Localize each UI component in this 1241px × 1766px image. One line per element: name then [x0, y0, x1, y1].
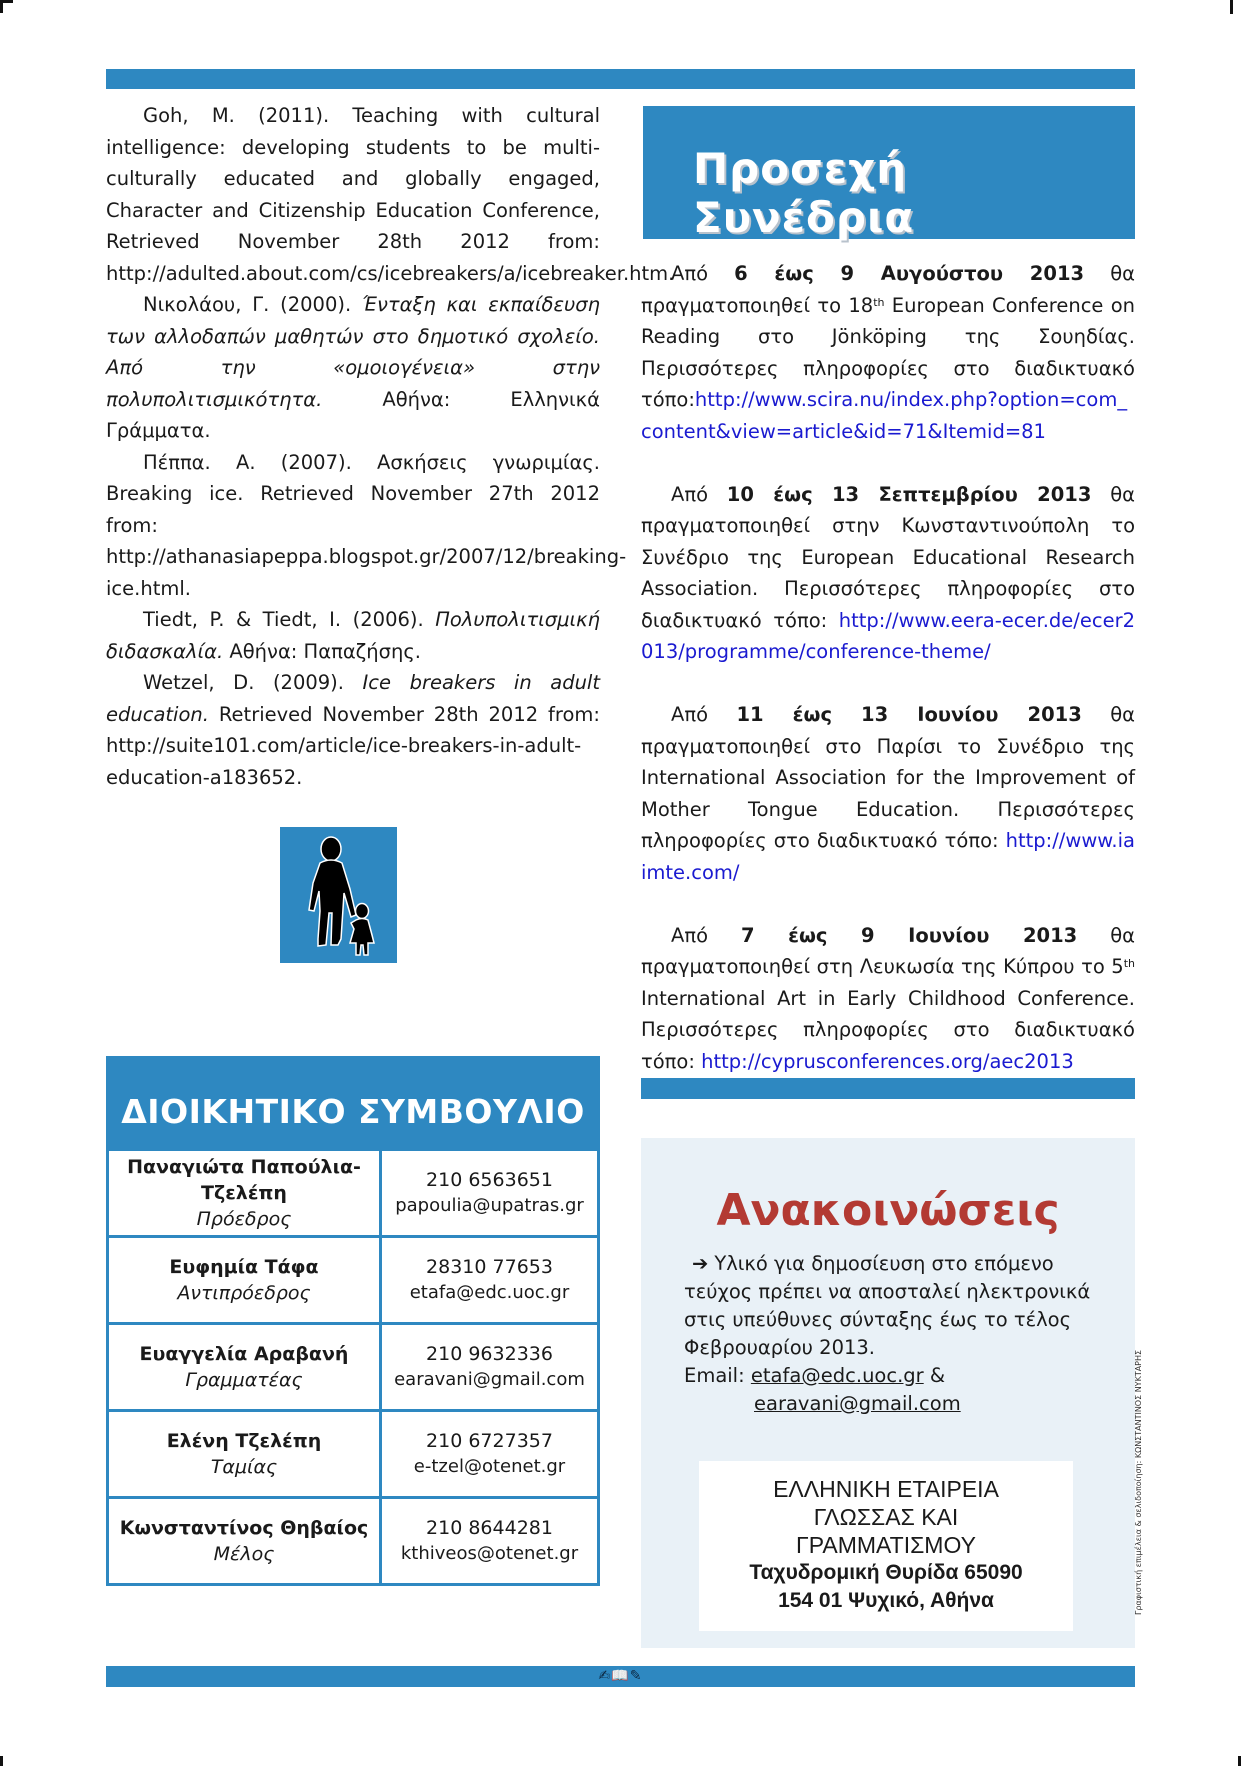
org-name-line: ΓΡΑΜΜΑΤΙΣΜΟΥ	[796, 1532, 976, 1558]
design-credit	[1130, 1349, 1152, 1620]
organization-name	[699, 1475, 1073, 1559]
reference-title: Ice breakers in adult education.	[106, 671, 601, 726]
conference-prefix: Από	[671, 482, 727, 506]
email-link-etafa[interactable]: etafa@edc.uoc.gr	[750, 1364, 924, 1387]
conference-prefix: Από	[671, 703, 737, 726]
design-credit-text: Γραφιστική επιμέλεια & σελιδοποίηση: ΚΩΝΣΤΑΝΤΙΝΟΣ ΝΥΚΤΑΡΗΣ	[1134, 1349, 1143, 1615]
conference-dates: 7 έως 9 Ιουνίου 2013	[740, 923, 1078, 947]
references-list	[106, 100, 675, 793]
crop-mark-bottom-left	[0, 1756, 3, 1766]
conference-text: International Art in Early Childhood Conference. Περισσότερες πληροφορίες στο διαδικτυακό τόπο:	[641, 986, 1135, 1073]
member-role: Αντιπρόεδρος	[177, 1281, 311, 1304]
announcements-title: Ανακοινώσεις	[716, 1185, 1060, 1236]
crop-mark-top-left	[0, 0, 13, 13]
conference-dates: 11 έως 13 Ιουνίου 2013	[736, 703, 1082, 726]
org-name-line: ΓΛΩΣΣΑΣ ΚΑΙ	[813, 1504, 959, 1530]
table-row	[108, 1150, 599, 1237]
reference-text: Wetzel, D. (2009).	[143, 671, 363, 694]
conference-item	[641, 920, 1135, 1078]
member-contact-cell	[381, 1498, 599, 1585]
glasses-book-pen-icon: ✍📖✎	[598, 1668, 643, 1684]
org-name-line: ΕΛΛΗΝΙΚΗ ΕΤΑΙΡΕΙΑ	[773, 1476, 999, 1502]
board-table	[106, 1148, 600, 1586]
conference-link[interactable]: http://www.eera-ecer.de/ecer2013/programme/conference-theme/	[641, 608, 1135, 663]
conference-text: θα πραγματοποιηθεί στη Λευκωσία της Κύπρου το 5	[641, 923, 1135, 978]
crop-mark-top-right	[1230, 0, 1233, 14]
member-email[interactable]: earavani@gmail.com	[394, 1369, 585, 1390]
reference-publisher: Αθήνα: Ελληνικά Γράμματα.	[106, 387, 600, 442]
conference-dates: 6 έως 9 Αυγούστου 2013	[734, 262, 1085, 285]
conferences-list	[641, 258, 1135, 1109]
reference-item	[106, 604, 600, 667]
conference-prefix: Από	[671, 923, 741, 947]
reference-item	[106, 289, 600, 447]
top-divider-bar	[106, 69, 1135, 89]
member-contact-cell	[381, 1411, 599, 1498]
member-contact-cell	[381, 1150, 599, 1237]
member-phone: 210 6727357	[426, 1430, 553, 1452]
member-name-cell	[108, 1324, 381, 1411]
member-phone: 210 9632336	[426, 1343, 553, 1365]
reference-item	[106, 100, 675, 289]
conference-text: θα πραγματοποιηθεί το 18	[641, 262, 1136, 317]
conference-item	[641, 258, 1135, 447]
reference-title: Ένταξη και εκπαίδευση των αλλοδαπών μαθητών στο δημοτικό σχολείο. Από την «ομοιογένεια» στην πολυπολιτισμικότητα.	[106, 293, 600, 411]
member-contact-cell	[381, 1324, 599, 1411]
member-role: Ταμίας	[210, 1455, 278, 1478]
member-contact-cell	[381, 1237, 599, 1324]
member-name-cell	[108, 1150, 381, 1237]
footer-bar	[106, 1666, 1135, 1687]
conference-dates: 10 έως 13 Σεπτεμβρίου 2013	[726, 482, 1092, 506]
reference-text: Πέππα. Α. (2007). Ασκήσεις γνωριμίας. Breaking ice. Retrieved November 27th 2012 from: http://athanasiapeppa.blogspot.gr/2007/12/breaking-ice.html.	[106, 450, 627, 600]
member-name-cell	[108, 1498, 381, 1585]
member-name: Ευαγγελία Αραβανή	[139, 1342, 349, 1365]
reference-text: Goh, M. (2011). Teaching with cultural intelligence: developing students to be multi-culturally educated and globally engaged, Character and Citizenship Education Conference, Retrieved November 28th 2012 from: http://adulted.about.com/cs/icebreakers/a/icebreaker.htm.	[106, 104, 675, 285]
table-row	[108, 1498, 599, 1585]
table-row	[108, 1324, 599, 1411]
member-phone: 28310 77653	[426, 1256, 553, 1278]
email-link-earavani[interactable]: earavani@gmail.com	[754, 1392, 961, 1415]
arrow-right-icon: ➔	[692, 1252, 709, 1275]
table-row	[108, 1411, 599, 1498]
reference-item	[106, 447, 627, 605]
member-name: Κωνσταντίνος Θηβαίος	[119, 1516, 369, 1539]
organization-address-box	[699, 1461, 1073, 1631]
reference-text: Tiedt, P. & Tiedt, I. (2006).	[143, 608, 436, 631]
conference-text: European Conference on Reading στο Jönköping της Σουηδίας. Περισσότερες πληροφορίες στο διαδικτυακό τόπο:	[641, 293, 1135, 411]
member-name: Ελένη Τζελέπη	[166, 1429, 322, 1452]
parent-child-silhouette-image	[280, 827, 397, 963]
member-role: Πρόεδρος	[196, 1207, 292, 1230]
conference-link[interactable]: http://www.iaimte.com/	[641, 829, 1135, 884]
announcement-text	[684, 1250, 1104, 1418]
org-city: 154 01 Ψυχικό, Αθήνα	[778, 1589, 994, 1612]
member-name: Παναγιώτα Παπούλια-Τζελέπη	[127, 1155, 361, 1204]
member-name-cell	[108, 1411, 381, 1498]
member-role: Μέλος	[213, 1542, 275, 1565]
reference-publisher: Retrieved November 28th 2012 from: http://suite101.com/article/ice-breakers-in-adult-education-a183652.	[106, 702, 600, 789]
member-email[interactable]: e-tzel@otenet.gr	[413, 1456, 566, 1477]
member-email[interactable]: kthiveos@otenet.gr	[400, 1543, 579, 1564]
member-role: Γραμματέας	[185, 1368, 303, 1391]
reference-publisher: Αθήνα: Παπαζήσης.	[223, 639, 421, 663]
announcement-body: Υλικό για δημοσίευση στο επόμενο τεύχος πρέπει να αποσταλεί ηλεκτρονικά στις υπεύθυνες σύνταξης έως το τέλος Φεβρουαρίου 2013.	[684, 1252, 1091, 1359]
member-email[interactable]: papoulia@upatras.gr	[395, 1195, 584, 1216]
section-divider-bar	[641, 1078, 1135, 1099]
member-phone: 210 6563651	[426, 1169, 553, 1191]
conference-item	[641, 479, 1135, 668]
email-label: Email:	[684, 1364, 745, 1387]
conferences-header	[643, 106, 1135, 242]
member-name-cell	[108, 1237, 381, 1324]
reference-item	[106, 667, 600, 793]
conferences-title: Προσεχή Συνέδρια	[693, 144, 915, 242]
conference-link[interactable]: http://cyprusconferences.org/aec2013	[701, 1049, 1074, 1073]
table-row	[108, 1237, 599, 1324]
conference-link[interactable]: http://www.scira.nu/index.php?option=com_content&view=article&id=71&Itemid=81	[641, 388, 1128, 443]
member-phone: 210 8644281	[426, 1517, 553, 1539]
reference-text: Νικολάου, Γ. (2000).	[143, 293, 363, 316]
ordinal-suffix: th	[1123, 957, 1135, 970]
ordinal-suffix: th	[873, 295, 885, 309]
conference-text: θα πραγματοποιηθεί στην Κωνσταντινούπολη το Συνέδριο της European Educational Research Association. Περισσότερες πληροφορίες στο διαδικτυακό τόπο:	[641, 482, 1136, 632]
org-po-box: Ταχυδρομική Θυρίδα 65090	[749, 1561, 1023, 1584]
member-name: Ευφημία Τάφα	[169, 1255, 319, 1278]
parent-child-icon	[280, 827, 397, 963]
board-of-directors	[106, 1056, 600, 1586]
conference-text: θα πραγματοποιηθεί στο Παρίσι το Συνέδριο της International Association for the Improvement of Mother Tongue Education. Περισσότερες πληροφορίες στο διαδικτυακό τόπο:	[641, 703, 1136, 852]
announcements-box	[641, 1138, 1135, 1648]
conference-prefix: Από	[671, 262, 735, 285]
reference-title: Πολυπολιτισμική διδασκαλία.	[106, 608, 600, 663]
ampersand: &	[929, 1364, 946, 1387]
conference-item	[641, 699, 1135, 888]
member-email[interactable]: etafa@edc.uoc.gr	[409, 1282, 570, 1303]
board-title: ΔΙΟΙΚΗΤΙΚΟ ΣΥΜΒΟΥΛΙΟ	[106, 1056, 600, 1148]
